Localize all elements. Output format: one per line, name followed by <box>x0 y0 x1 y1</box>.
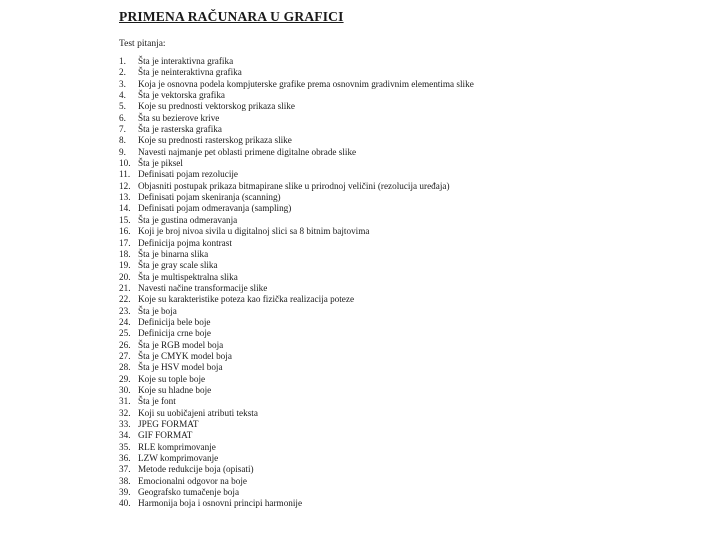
question-number: 21. <box>119 282 131 293</box>
question-number: 13. <box>119 192 131 203</box>
question-item <box>119 238 474 249</box>
question-item <box>119 147 474 158</box>
question-text: Geografsko tumačenje boja <box>138 487 240 498</box>
question-text: Objasniti postupak prikaza bitmapirane slike u prirodnoj veličini (rezolucija uređaja) <box>138 180 450 191</box>
question-item <box>119 249 474 260</box>
question-number: 11. <box>119 169 131 180</box>
question-text: Šta je binarna slika <box>138 248 209 259</box>
question-text: Koje su hladne boje <box>138 384 212 395</box>
question-item <box>119 56 474 67</box>
question-number: 38. <box>119 475 131 486</box>
question-text: Emocionalni odgovor na boje <box>138 475 247 486</box>
question-text: Šta je rasterska grafika <box>138 124 222 135</box>
question-number: 19. <box>119 260 131 271</box>
question-item <box>119 351 474 362</box>
question-item <box>119 306 474 317</box>
question-text: Definicija bele boje <box>138 316 211 327</box>
question-number: 18. <box>119 248 131 259</box>
question-number: 8. <box>119 135 126 146</box>
question-item <box>119 487 474 498</box>
question-text: Navesti načine transformacije slike <box>138 282 268 293</box>
question-text: Definicija pojma kontrast <box>138 237 232 248</box>
question-text: Definisati pojam odmeravanja (sampling) <box>138 203 292 214</box>
question-item <box>119 294 474 305</box>
question-item <box>119 192 474 203</box>
question-text: Koje su tople boje <box>138 373 206 384</box>
question-number: 32. <box>119 407 131 418</box>
question-text: Definisati pojam skeniranja (scanning) <box>138 192 281 203</box>
question-number: 35. <box>119 441 131 452</box>
question-item <box>119 226 474 237</box>
question-item <box>119 135 474 146</box>
question-number: 29. <box>119 373 131 384</box>
question-item <box>119 476 474 487</box>
question-number: 12. <box>119 180 131 191</box>
question-text: Koje su karakteristike poteza kao fizička realizacija poteze <box>138 294 355 305</box>
question-item <box>119 283 474 294</box>
question-item <box>119 181 474 192</box>
question-text: Šta je gray scale slika <box>138 260 218 271</box>
question-text: Šta je CMYK model boja <box>138 350 232 361</box>
question-number: 9. <box>119 146 126 157</box>
question-number: 37. <box>119 464 131 475</box>
document-subtitle: Test pitanja: <box>119 39 166 49</box>
question-text: LZW komprimovanje <box>138 453 219 464</box>
question-number: 20. <box>119 271 131 282</box>
question-number: 23. <box>119 305 131 316</box>
question-number: 26. <box>119 339 131 350</box>
question-item <box>119 90 474 101</box>
question-number: 1. <box>119 56 126 66</box>
question-item <box>119 328 474 339</box>
question-item <box>119 374 474 385</box>
question-item <box>119 385 474 396</box>
question-number: 15. <box>119 214 131 225</box>
question-text: Šta je font <box>138 396 176 407</box>
question-number: 3. <box>119 78 126 89</box>
question-number: 36. <box>119 453 131 464</box>
question-item <box>119 430 474 441</box>
question-item <box>119 215 474 226</box>
question-item <box>119 169 474 180</box>
question-text: Šta je multispektralna slika <box>138 271 238 282</box>
question-number: 22. <box>119 294 131 305</box>
question-number: 25. <box>119 328 131 339</box>
question-text: Koja je osnovna podela kompjuterske grafike prema osnovnim gradivnim elementima slike <box>138 78 474 89</box>
question-number: 4. <box>119 90 126 101</box>
question-number: 16. <box>119 226 131 237</box>
question-item <box>119 67 474 78</box>
question-text: Koje su prednosti rasterskog prikaza slike <box>138 135 292 146</box>
question-item <box>119 203 474 214</box>
question-number: 5. <box>119 101 126 112</box>
question-number: 10. <box>119 158 131 169</box>
question-number: 7. <box>119 124 126 135</box>
question-number: 14. <box>119 203 131 214</box>
document-title: PRIMENA RAČUNARA U GRAFICI <box>119 9 344 24</box>
question-number: 28. <box>119 362 131 373</box>
question-number: 34. <box>119 430 131 441</box>
question-text: Koji su uobičajeni atributi teksta <box>138 407 258 418</box>
question-item <box>119 419 474 430</box>
question-number: 31. <box>119 396 131 407</box>
question-text: Navesti najmanje pet oblasti primene digitalne obrade slike <box>138 146 357 157</box>
question-number: 40. <box>119 498 131 509</box>
question-text: Šta je gustina odmeravanja <box>138 214 238 225</box>
question-text: Šta je interaktivna grafika <box>138 56 234 66</box>
question-text: Šta je neinteraktivna grafika <box>138 67 242 78</box>
question-text: Harmonija boja i osnovni principi harmonije <box>138 498 303 509</box>
question-text: JPEG FORMAT <box>138 419 199 429</box>
question-item <box>119 442 474 453</box>
question-number: 39. <box>119 487 131 498</box>
question-item <box>119 362 474 373</box>
question-item <box>119 79 474 90</box>
question-item <box>119 272 474 283</box>
question-item <box>119 498 474 509</box>
question-item <box>119 158 474 169</box>
question-item <box>119 113 474 124</box>
question-number: 2. <box>119 67 126 78</box>
question-text: GIF FORMAT <box>138 430 193 441</box>
question-number: 27. <box>119 350 131 361</box>
question-item <box>119 317 474 328</box>
question-text: Koji je broj nivoa sivila u digitalnoj slici sa 8 bitnim bajtovima <box>138 226 370 237</box>
question-text: RLE komprimovanje <box>138 441 216 452</box>
question-text: Metode redukcije boja (opisati) <box>138 464 254 475</box>
question-text: Šta su bezierove krive <box>138 112 220 123</box>
question-text: Definicija crne boje <box>138 328 211 339</box>
question-text: Definisati pojam rezolucije <box>138 169 239 180</box>
question-item <box>119 340 474 351</box>
question-text: Šta je HSV model boja <box>138 362 223 373</box>
question-item <box>119 464 474 475</box>
question-number: 33. <box>119 419 131 429</box>
question-item <box>119 124 474 135</box>
question-number: 24. <box>119 316 131 327</box>
question-text: Šta je piksel <box>138 158 183 169</box>
question-list <box>119 56 474 510</box>
question-item <box>119 260 474 271</box>
question-item <box>119 396 474 407</box>
question-item <box>119 453 474 464</box>
question-text: Šta je boja <box>138 305 177 316</box>
question-item <box>119 408 474 419</box>
question-text: Šta je RGB model boja <box>138 339 224 350</box>
question-number: 17. <box>119 237 131 248</box>
question-text: Koje su prednosti vektorskog prikaza slike <box>138 101 295 112</box>
document-page <box>119 9 709 509</box>
question-text: Šta je vektorska grafika <box>138 90 225 101</box>
question-item <box>119 101 474 112</box>
question-number: 30. <box>119 384 131 395</box>
question-number: 6. <box>119 112 126 123</box>
